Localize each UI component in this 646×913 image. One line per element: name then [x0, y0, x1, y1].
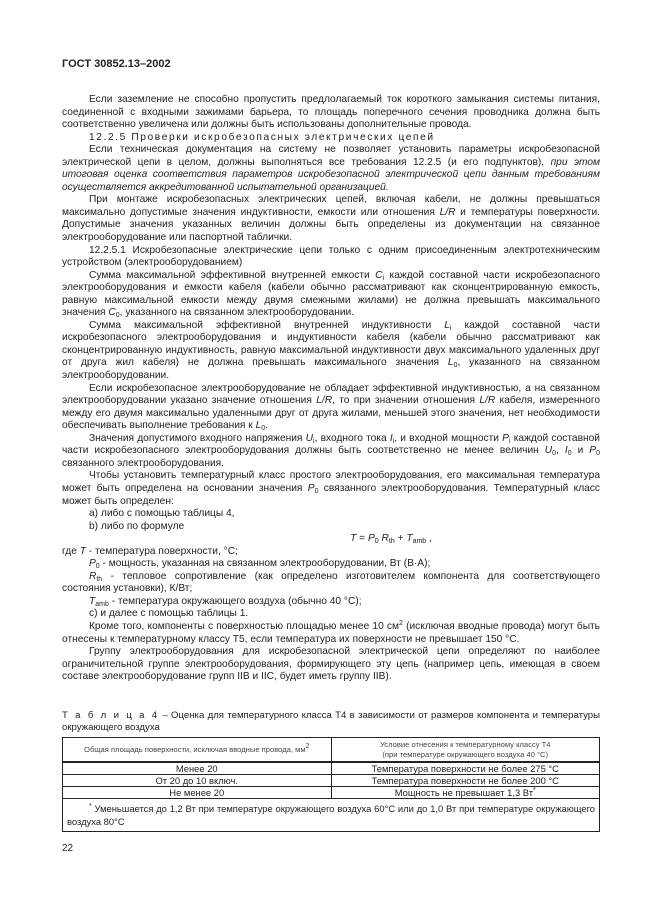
- text-run: - температура окружающего воздуха (обычно 40 °C);: [108, 595, 362, 607]
- text-run: , указанного на связанном электрооборудовании.: [62, 357, 600, 382]
- text-run: каждой составной части искробезопасного электрооборудования и емкости кабеля (кабели обычно рассматривают как сконцентрированную емкость, равную максимальной емкости между двумя смежными жилами) не должна превышать максимального значения: [62, 269, 600, 319]
- text-run: , указанного на связанном электрооборудовании.: [119, 307, 355, 319]
- table-caption: [62, 710, 600, 734]
- text-run: Кроме того, компоненты с поверхностью площадью менее 10 см: [89, 620, 400, 632]
- text-run: a) либо с помощью таблицы 4,: [89, 508, 235, 520]
- text-run: U: [305, 432, 314, 444]
- table-caption-text: – Оценка для температурного класса Т4 в зависимости от размеров компонента и температуры окружающего воздуха: [62, 710, 600, 733]
- footnote-mark: *: [89, 803, 92, 810]
- paragraph: [62, 521, 600, 534]
- text-run: R: [381, 533, 389, 545]
- paragraph: [62, 508, 600, 521]
- text-run: Если техническая документация на систему не позволяет установить параметры искробезопасной электрической цепи в целом, должны выполняться все требования 12.2.5 (и его подпунктов),: [62, 144, 600, 168]
- document-body: [62, 94, 600, 684]
- paragraph: [62, 646, 600, 684]
- paragraph: [62, 608, 600, 621]
- text-run: P: [89, 558, 96, 570]
- paragraph: [62, 383, 600, 433]
- text-run: где: [62, 545, 80, 557]
- cell-condition: [331, 787, 600, 799]
- paragraph: [62, 621, 600, 646]
- text-run: и: [571, 445, 590, 457]
- text-run: Если заземление не способно пропустить предлолагаемый ток короткого замыкания системы питания, соединенной с входными зажимами барьера, то площадь поперечного сечения проводника должна быть соответственно увеличена или должны быть использованы дополнительные провода.: [62, 94, 600, 131]
- cell-area: От 20 до 10 включ.: [63, 775, 332, 787]
- text-run: 12.2.5 Проверки искробезопасных электрических цепей: [89, 131, 435, 143]
- text-run: i: [313, 437, 315, 445]
- text-run: при этом итоговая оценка соответствия параметров искробезопасной электрической цепи данным требованиям осуществляется аккредитованной испытательной организацией.: [62, 156, 600, 193]
- paragraph: [62, 245, 600, 270]
- paragraph: [62, 270, 600, 320]
- text-run: 2: [399, 619, 403, 627]
- cell-condition: [331, 775, 600, 787]
- document-header: ГОСТ 30852.13–2002: [62, 58, 171, 70]
- text-run: - температура поверхности, °C;: [85, 545, 238, 557]
- text-run: i: [392, 437, 395, 445]
- text-run: amb: [412, 538, 427, 546]
- text-run: U: [544, 445, 553, 457]
- text-run: 0: [567, 450, 572, 458]
- text-run: 0: [596, 450, 600, 458]
- cell-condition: [331, 762, 600, 775]
- text-run: b) либо по формуле: [89, 520, 185, 532]
- text-run: .: [265, 420, 268, 432]
- cell-area: Не менее 20: [63, 787, 332, 799]
- paragraph: [62, 546, 600, 559]
- text-run: связанного электрооборудования. Температурный класс может быть определен:: [62, 482, 600, 507]
- text-run: Сумма максимальной эффективной внутренней емкости: [89, 269, 376, 281]
- text-run: P: [502, 432, 509, 444]
- text-run: 0: [552, 450, 557, 458]
- paragraph: [62, 144, 600, 194]
- paragraph: [62, 470, 600, 508]
- text-run: P: [307, 482, 315, 494]
- text-run: Сумма максимальной эффективной внутренней индуктивности: [89, 319, 445, 331]
- text-run: 0: [261, 425, 266, 433]
- header-area: [63, 738, 332, 763]
- text-run: T: [406, 533, 413, 545]
- cell-condition-text: Температура поверхности не более 200 °C: [371, 775, 559, 786]
- text-run: 0: [115, 312, 120, 320]
- text-run: кабеля, измеренного между его двумя максимально удаленными друг от друга жилами, меньшей этого значения, нет необходимости обеспечивать выполнение требования к: [62, 395, 600, 432]
- text-run: I: [564, 445, 568, 457]
- table-row: [63, 775, 600, 787]
- cell-mark: *: [533, 787, 536, 794]
- table-row: [63, 787, 600, 799]
- table-row: [63, 762, 600, 775]
- paragraph: [62, 433, 600, 471]
- text-run: L/R: [316, 395, 333, 407]
- paragraph: [62, 571, 600, 596]
- text-run: T: [89, 595, 96, 607]
- page-number: 22: [62, 843, 74, 854]
- text-run: C: [108, 307, 116, 319]
- text-run: 0: [374, 538, 379, 546]
- header-condition-line1: Условие отнесения к температурному классу Т4: [379, 740, 551, 749]
- text-run: , и входной мощности: [394, 432, 503, 444]
- text-run: i: [449, 324, 452, 332]
- text-run: (исключая вводные провода) могут быть отнесены к температурному классу Т5, если температура их поверхности не превышает 150 °C.: [62, 620, 600, 645]
- text-run: T: [350, 533, 357, 545]
- table-header-row: [63, 738, 600, 763]
- text-run: Чтобы установить температурный класс простого электрооборудования, его максимальная температура может быть определена на основании значения: [62, 470, 600, 494]
- text-run: При монтаже искробезопасных электрических цепей, включая кабели, не должны превышаться максимально допустимые значения индуктивности, емкости или отношения: [62, 194, 600, 218]
- text-run: I: [389, 432, 393, 444]
- header-area-text: Общая площадь поверхности, исключая вводные провода, мм: [84, 744, 306, 754]
- text-run: ,: [556, 445, 565, 457]
- text-run: каждой составной части искробезопасного электрооборудования должны быть соответственно не менее величин: [62, 432, 600, 457]
- paragraph: [62, 320, 600, 383]
- paragraph: [62, 132, 600, 145]
- text-run: C: [375, 269, 383, 281]
- header-area-sup: 2: [305, 742, 310, 750]
- text-run: ,: [426, 533, 432, 545]
- text-run: P: [367, 533, 375, 545]
- text-run: и температуры поверхности. Допустимые значения указанных величин должны быть определены из документации на связанное электрооборудование или паспортной таблички.: [62, 206, 600, 244]
- table-footnote: [63, 799, 600, 832]
- footnote-text: Уменьшается до 1,2 Вт при температуре окружающего воздуха 60°C или до 1,0 Вт при температуре окружающего воздуха 80°C: [67, 803, 595, 827]
- text-run: th: [388, 538, 395, 546]
- text-run: th: [96, 575, 103, 583]
- text-run: +: [394, 533, 407, 545]
- text-run: i: [508, 437, 511, 445]
- paragraph: [62, 94, 600, 132]
- text-run: c) и далее с помощью таблицы 1.: [89, 608, 249, 620]
- text-run: Если искробезопасное электрооборудование не обладает эффективной индуктивностью, а на связанном электрооборудовании указано значение отношения: [62, 382, 600, 407]
- text-run: i: [382, 274, 385, 282]
- header-condition: [331, 738, 600, 763]
- header-condition-line2: (при температуре окружающего воздуха 40 °C): [382, 749, 549, 759]
- text-run: 0: [95, 563, 100, 571]
- text-run: Группу электрооборудования для искробезопасной электрической цепи определяют по наиболее ограничительной группе электрооборудования, формирующего эту цепь (например цепь, имеющая в своем составе электрооборудование групп IIB и IIC, будет иметь группу IIB).: [62, 646, 600, 683]
- text-run: L/R: [439, 206, 456, 218]
- paragraph: [62, 533, 600, 546]
- text-run: P: [589, 445, 597, 457]
- text-run: L: [444, 319, 450, 331]
- text-run: 0: [314, 487, 319, 495]
- table-label: Т а б л и ц а 4: [62, 710, 160, 721]
- text-run: 12.2.5.1 Искробезопасные электрические цепи только с одним присоединенным электротехническим устройством (электрооборудованием): [62, 244, 600, 269]
- text-run: L: [447, 357, 454, 369]
- text-run: связанного электрооборудования.: [62, 457, 225, 469]
- text-run: - мощность, указанная на связанном электрооборудовании, Вт (В·А);: [99, 558, 431, 570]
- text-run: R: [89, 570, 97, 582]
- text-run: amb: [95, 600, 109, 608]
- paragraph: [62, 558, 600, 571]
- paragraph: [62, 596, 600, 609]
- temperature-class-table: [62, 737, 600, 832]
- cell-area: Менее 20: [63, 762, 332, 775]
- text-run: , то при значении отношения: [332, 395, 480, 407]
- text-run: =: [356, 533, 368, 545]
- text-run: T: [79, 545, 86, 557]
- text-run: Значения допустимого входного напряжения: [89, 432, 306, 444]
- text-run: каждой составной части искробезопасного электрооборудования и индуктивности кабеля (кабели обычно рассматривают как сконцентрированную индуктивность, равную максимальной индуктивности двух максимального удаленных друг от друга жил кабеля) не должна превышать максимального значения: [62, 319, 601, 369]
- text-run: - тепловое сопротивление (как определено изготовителем компонента для соответствующего состояния установки), К/Вт;: [62, 570, 600, 595]
- text-run: , входного тока: [314, 432, 390, 444]
- paragraph: [62, 194, 600, 244]
- cell-condition-text: Температура поверхности не более 275 °C: [371, 763, 559, 774]
- text-run: L: [255, 420, 262, 432]
- cell-condition-text: Мощность не превышает 1,3 Вт: [394, 787, 534, 798]
- text-run: L/R: [479, 395, 496, 407]
- text-run: 0: [453, 362, 458, 370]
- table-footnote-row: [63, 799, 600, 832]
